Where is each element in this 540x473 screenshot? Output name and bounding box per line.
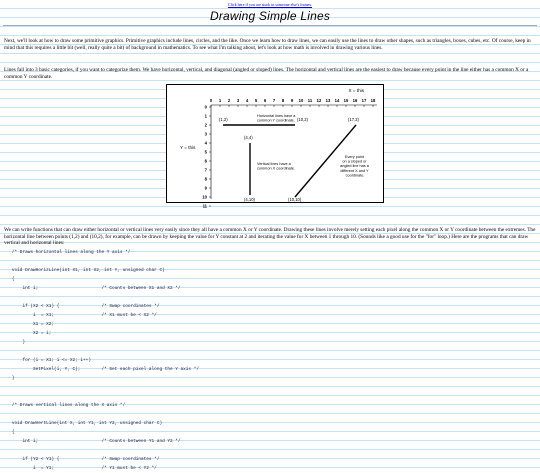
x-tick-label: 8: [281, 98, 285, 103]
x-tick-label: 18: [370, 98, 376, 103]
point-label-10-10: (10,10): [288, 197, 302, 202]
frames-link-bar: [0, 2, 540, 7]
functions-paragraph: We can write functions that can draw either horizontal or vertical lines very easily since they all have a common X or Y coordinate. Drawing these lines involve merely setting each pixel along the common X or Y coordinate between the extremes. The horizontal line between points (1,2) and (10,2), for example, can be drawn by keeping the value for Y constant at 2 and iterating the value for X between 1 through 10. (Sounds like a good use for the "for" loop.) Here are the programs that can draw vertical and horizontal lines:: [4, 227, 536, 247]
x-tick-label: 7: [272, 98, 276, 103]
vertical-note: Vertical lines have a common X coordinate.: [257, 162, 295, 171]
horizontal-note: Horizontal lines have a common Y coordinate.: [257, 114, 296, 123]
y-tick-label: 2: [204, 122, 207, 128]
y-tick-label: 4: [204, 140, 207, 146]
y-tick-label: 1: [204, 113, 207, 119]
point-label-4-10: (4,10): [244, 197, 255, 202]
x-tick-label: 14: [334, 98, 340, 103]
y-tick-label: 9: [204, 185, 207, 191]
y-tick-label: 3: [204, 131, 207, 137]
page-title: Drawing Simple Lines: [209, 9, 331, 23]
x-tick-label: 16: [352, 98, 358, 103]
x-tick-label: 13: [325, 98, 331, 103]
y-tick-label: 6: [204, 158, 207, 164]
point-label-17-2: (17,2): [348, 117, 359, 122]
escape-frames-link[interactable]: Click here if you are stuck in someone else's frames.: [227, 2, 313, 7]
x-tick-label: 9: [290, 98, 294, 103]
point-label-1-2: (1,2): [219, 117, 228, 122]
x-axis-title: X = this: [348, 88, 364, 93]
point-label-4-4: (4,4): [244, 135, 253, 140]
code-listing: /* Draws horizontal lines along the Y axis */ void DrawHorizLine(int X1, int X2, int Y, unsigned char C) { int i; /* Counts between X1 and X2 */ if (X2 < X1) { /* Swap coordinates */ i = X1; /* X1 must be < X2 */ X1 = X2; X2 = i; } for (i = X1; i <= X2; i++) SetPixel(i, Y, C); /* Set each pixel along the Y axis */ } /* Draws vertical lines along the X axis */ void DrawVertLine(int X, int Y1, int Y2, unsigned char C) { int i; /* Counts between Y1 and Y2 */ if (Y2 < Y1) { /* Swap coordinates */ i = Y1; /* Y1 must be < Y2 */: [11, 250, 199, 471]
y-tick-label: 11: [202, 203, 207, 209]
y-tick-label: 0: [204, 104, 207, 110]
title-divider: [3, 25, 537, 26]
x-tick-label: 15: [343, 98, 349, 103]
y-tick-label: 7: [204, 167, 207, 173]
categories-paragraph: Lines fall into 3 basic categories, if you want to categorize them. We have horizontal, vertical, and diagonal (angled or sloped) lines. The horizontal and vertical lines are the easiest to draw because every point in the line either has a common X or a common Y coordinate.: [4, 67, 529, 80]
x-tick-label: 6: [263, 98, 267, 103]
diagonal-note: Every point on a sloped or angled line has a different X and Y coordinate.: [340, 155, 369, 178]
x-tick-label: 4: [245, 98, 249, 103]
x-tick-label: 2: [227, 98, 231, 103]
x-tick-label: 0: [209, 98, 213, 103]
y-tick-labels: [202, 105, 211, 209]
x-tick-label: 10: [298, 98, 304, 103]
y-tick-label: 8: [204, 176, 207, 182]
line-diagram: [166, 84, 384, 209]
y-tick-label: 10: [202, 194, 207, 200]
x-tick-label: 12: [316, 98, 322, 103]
x-tick-label: 3: [236, 98, 240, 103]
x-tick-label: 11: [307, 98, 313, 103]
y-tick-label: 5: [204, 149, 207, 155]
x-tick-label: 17: [361, 98, 367, 103]
y-axis-title: Y = this: [180, 145, 196, 150]
point-label-10-2: (10,2): [297, 117, 308, 122]
x-tick-label: 5: [254, 98, 258, 103]
x-tick-labels: [210, 98, 376, 107]
intro-paragraph: Next, we'll look at how to draw some primitive graphics. Primitive graphics include lines, circles, and the like. Once we learn how to draw lines, we can easily use the lines to draw other shapes, such as triangles, boxes, cubes, etc. Of course, keep in mind that this requires a little bit (well, really quite a bit) of background in mathematics. To see what I'm talking about, let's look at how math is involved in drawing various lines.: [4, 38, 531, 51]
x-tick-label: 1: [218, 98, 222, 103]
